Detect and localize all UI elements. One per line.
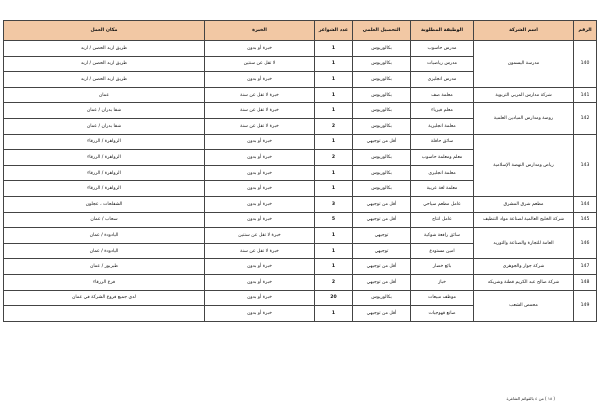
job-cell: عامل انتاج [411, 212, 474, 228]
group-number: 145 [574, 212, 597, 228]
job-cell: بائع خضار [411, 259, 474, 275]
job-cell: موظف مبيعات [411, 290, 474, 306]
count-cell: 1 [315, 306, 353, 322]
count-cell: 1 [315, 134, 353, 150]
count-cell: 1 [315, 56, 353, 72]
experience-cell: لا تقل عن سنتين [205, 56, 315, 72]
job-cell: سائق رافعة شوكية [411, 228, 474, 244]
education-cell: أقل من توجيهي [353, 274, 411, 290]
job-cell: مدرس حاسوب [411, 41, 474, 57]
job-cell: معلمة انجليزية [411, 118, 474, 134]
job-cell: خباز [411, 274, 474, 290]
education-cell: توجيهي [353, 228, 411, 244]
header-location: مكان العمل [4, 21, 205, 41]
count-cell: 3 [315, 196, 353, 212]
experience-cell: خبرة أو بدون [205, 134, 315, 150]
header-count: عدد الشواغر [315, 21, 353, 41]
count-cell: 1 [315, 259, 353, 275]
education-cell: بكالوريوس [353, 150, 411, 166]
education-cell: أقل من توجيهي [353, 212, 411, 228]
experience-cell: خبرة أو بدون [205, 290, 315, 306]
header-education: التحصيل العلمي [353, 21, 411, 41]
job-cell: صانع قهوجيات [411, 306, 474, 322]
group-number: 144 [574, 196, 597, 212]
table-row [4, 290, 597, 306]
group-number: 148 [574, 274, 597, 290]
table-row [4, 259, 597, 275]
location-cell: الشفلحات ، عجلون [4, 196, 205, 212]
count-cell: 1 [315, 181, 353, 197]
count-cell: 1 [315, 165, 353, 181]
job-cell: معلمة صف [411, 87, 474, 103]
header-experience: الخبرة [205, 21, 315, 41]
table-row [4, 274, 597, 290]
experience-cell: خبرة أو بدون [205, 306, 315, 322]
location-cell: الزواهرة / الزرقاء [4, 181, 205, 197]
experience-cell: خبرة أو بدون [205, 181, 315, 197]
header-job: الوظيفة المطلوبة [411, 21, 474, 41]
company-name: مطعم شرق المشرق [474, 196, 574, 212]
count-cell: 1 [315, 72, 353, 88]
job-cell: مدرس رياضيات [411, 56, 474, 72]
job-cell: امين مستودع [411, 243, 474, 259]
group-number: 146 [574, 228, 597, 259]
location-cell: طريق اربد الحصن / اربد [4, 41, 205, 57]
location-cell: شفا بدران / عمان [4, 118, 205, 134]
table-header-row [4, 21, 597, 41]
company-name: محمص الشعب [474, 290, 574, 321]
location-cell: اليادودة / عمان [4, 228, 205, 244]
location-cell: الزواهرة / الزرقاء [4, 165, 205, 181]
education-cell: أقل من توجيهي [353, 259, 411, 275]
table-row [4, 212, 597, 228]
table-row [4, 41, 597, 57]
company-name: شركة جوار والجوهري [474, 259, 574, 275]
group-number: 149 [574, 290, 597, 321]
education-cell: بكالوريوس [353, 118, 411, 134]
education-cell: أقل من توجيهي [353, 134, 411, 150]
location-cell: عمان [4, 87, 205, 103]
location-cell: اليادودة / عمان [4, 243, 205, 259]
count-cell: 1 [315, 103, 353, 119]
education-cell: بكالوريوس [353, 165, 411, 181]
education-cell: أقل من توجيهي [353, 196, 411, 212]
location-cell: طريق اربد الحصن / اربد [4, 56, 205, 72]
table-row [4, 134, 597, 150]
experience-cell: خبرة أو بدون [205, 259, 315, 275]
experience-cell: خبرة لا تقل عن سنة [205, 118, 315, 134]
header-company: اسم الشركة [474, 21, 574, 41]
job-cell: معلمة انجليزي [411, 165, 474, 181]
group-number: 142 [574, 103, 597, 134]
location-cell: فرع الزرقاء [4, 274, 205, 290]
group-number: 147 [574, 259, 597, 275]
count-cell: 2 [315, 274, 353, 290]
experience-cell: خبرة لا تقل عن سنة [205, 103, 315, 119]
header-num: الرقم [574, 21, 597, 41]
group-number: 140 [574, 41, 597, 88]
count-cell: 5 [315, 212, 353, 228]
experience-cell: خبرة أو بدون [205, 165, 315, 181]
vacancies-table [3, 20, 597, 322]
table-row [4, 196, 597, 212]
experience-cell: خبرة لا تقل عن سنة [205, 87, 315, 103]
page-footer-note: ( ١٨ ) من ٤ بالقوائم الشاغرة [506, 396, 555, 401]
location-cell: الزواهرة / الزرقاء [4, 134, 205, 150]
job-cell: مدرس انجليزي [411, 72, 474, 88]
table-row [4, 228, 597, 244]
job-cell: عامل مطعم سياحي [411, 196, 474, 212]
education-cell: بكالوريوس [353, 103, 411, 119]
company-name: العامة للتجارة والصناعة والتوريد [474, 228, 574, 259]
location-cell: الزواهرة / الزرقاء [4, 150, 205, 166]
education-cell: بكالوريوس [353, 181, 411, 197]
group-number: 143 [574, 134, 597, 196]
location-cell: لدى جميع فروع الشركة في عمان [4, 290, 205, 306]
experience-cell: خبرة أو بدون [205, 212, 315, 228]
count-cell: 1 [315, 243, 353, 259]
company-name: مدرسة اليسمون [474, 41, 574, 88]
experience-cell: خبرة لا تقل عن سنة [205, 243, 315, 259]
count-cell: 1 [315, 87, 353, 103]
table-row [4, 87, 597, 103]
education-cell: بكالوريوس [353, 41, 411, 57]
education-cell: بكالوريوس [353, 87, 411, 103]
company-name: شركة الخليج العالمية لصناعة مواد التنظيف [474, 212, 574, 228]
count-cell: 1 [315, 41, 353, 57]
education-cell: أقل من توجيهي [353, 306, 411, 322]
table-row [4, 103, 597, 119]
company-name: شركة صالح عبد الكريم قطنة وشريكه [474, 274, 574, 290]
group-number: 141 [574, 87, 597, 103]
company-name: رياض ومدارس النهضة الإسلامية [474, 134, 574, 196]
job-cell: سائق حافلة [411, 134, 474, 150]
count-cell: 2 [315, 118, 353, 134]
location-cell: شفا بدران / عمان [4, 103, 205, 119]
experience-cell: خبرة أو بدون [205, 72, 315, 88]
count-cell: 20 [315, 290, 353, 306]
location-cell: طريق اربد الحصن / اربد [4, 72, 205, 88]
experience-cell: خبرة أو بدون [205, 196, 315, 212]
count-cell: 1 [315, 228, 353, 244]
company-name: روضة ومدارس الميادين العلمية [474, 103, 574, 134]
education-cell: بكالوريوس [353, 56, 411, 72]
count-cell: 2 [315, 150, 353, 166]
company-name: شركة مدارس المربي التربوية [474, 87, 574, 103]
education-cell: بكالوريوس [353, 290, 411, 306]
location-cell: سحاب / عمان [4, 212, 205, 228]
education-cell: بكالوريوس [353, 72, 411, 88]
job-cell: معلم فيزياء [411, 103, 474, 119]
job-cell: معلمة لغة عربية [411, 181, 474, 197]
experience-cell: خبرة أو بدون [205, 41, 315, 57]
education-cell: توجيهي [353, 243, 411, 259]
experience-cell: خبرة أو بدون [205, 150, 315, 166]
location-cell: طبربور / عمان [4, 259, 205, 275]
experience-cell: خبرة لا تقل عن سنتين [205, 228, 315, 244]
location-cell [4, 306, 205, 322]
experience-cell: خبرة أو بدون [205, 274, 315, 290]
job-cell: معلم ومعلمة حاسوب [411, 150, 474, 166]
